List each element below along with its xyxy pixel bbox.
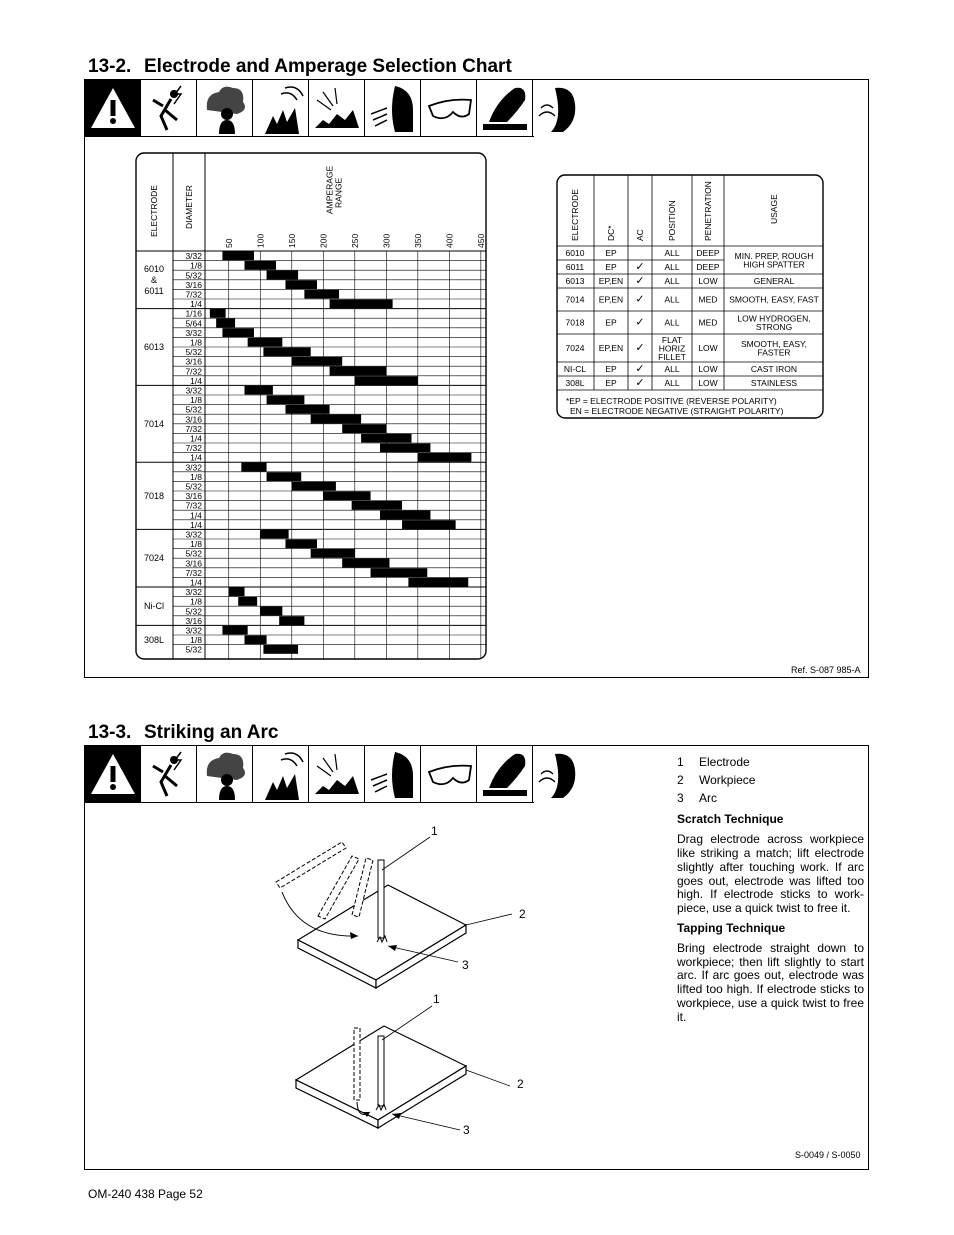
legend-number: 1 (677, 755, 684, 769)
diameter-label: 5/32 (185, 548, 202, 559)
usage-cell: LOW (698, 276, 718, 286)
amperage-range-bar (371, 568, 428, 577)
usage-cell: ✓ (635, 316, 645, 329)
callout-electrode: 1 (433, 992, 440, 1006)
amperage-range-bar (330, 367, 387, 376)
usage-cell: EP (605, 262, 617, 272)
amperage-range-bar (267, 472, 302, 481)
amperage-range-bar (222, 328, 254, 337)
usage-cell: NI-CL (563, 364, 587, 374)
legend-label: Electrode (699, 755, 750, 769)
amperage-range-bar (352, 501, 402, 510)
amperage-header-line1: AMPERAGE (324, 165, 335, 214)
usage-cell: LOW (698, 364, 718, 374)
usage-cell: ✓ (635, 275, 645, 287)
electrode-group-label: 7014 (143, 418, 165, 429)
usage-cell: STRONG (755, 321, 793, 332)
scratch-technique-heading: Scratch Technique (677, 812, 784, 827)
warning-icon (85, 746, 141, 802)
diameter-label: 1/8 (190, 635, 202, 646)
amperage-range-bar (361, 434, 411, 443)
usage-cell: MED (698, 294, 718, 305)
tick-label: 150 (286, 233, 297, 248)
legend-number: 3 (677, 790, 684, 805)
diameter-label: 3/32 (185, 587, 202, 598)
diameter-label: 7/32 (185, 443, 202, 454)
usage-table-header: ELECTRODE (570, 189, 580, 241)
amperage-range-bar (342, 424, 386, 433)
hot-parts-icon (477, 746, 533, 802)
tick-label: 100 (255, 233, 266, 248)
amperage-range-bar (311, 415, 361, 424)
arc-rays-icon (253, 80, 309, 136)
usage-cell: SMOOTH, EASY, FAST (729, 294, 819, 305)
diameter-label: 3/32 (185, 529, 202, 540)
usage-cell: GENERAL (753, 276, 795, 286)
usage-cell: EP (605, 378, 617, 388)
diameter-label: 1/8 (190, 471, 202, 482)
usage-cell: ALL (664, 294, 680, 305)
welding-helmet-icon (365, 746, 421, 802)
amperage-range-bar (311, 549, 355, 558)
usage-cell: ALL (664, 262, 680, 272)
usage-cell: SMOOTH, EASY, (741, 338, 807, 349)
electrode-group-label: Ni-Cl (144, 601, 164, 612)
diameter-label: 3/32 (185, 327, 202, 338)
diameter-label: 7/32 (185, 500, 202, 511)
amperage-range-bar (267, 271, 299, 280)
usage-cell: 6011 (565, 262, 585, 272)
usage-table-frame (556, 174, 824, 419)
electrode-group-label: & (150, 274, 158, 285)
reference-number: S-0049 / S-0050 (795, 1150, 861, 1160)
amperage-range-bar (263, 347, 310, 356)
diameter-label: 7/32 (185, 289, 202, 300)
section-13-2-title (88, 56, 512, 78)
safety-glasses-icon (421, 746, 477, 802)
amperage-range-bar (260, 530, 288, 539)
amperage-range-bar (216, 319, 235, 328)
usage-cell: HORIZ (658, 343, 686, 354)
amperage-range-bar (260, 607, 282, 616)
diameter-label: 3/32 (185, 462, 202, 473)
usage-cell: ✓ (635, 261, 645, 273)
noise-icon (533, 80, 589, 136)
usage-cell: ALL (664, 364, 680, 374)
amperage-range-bar (408, 578, 468, 587)
diameter-label: 1/8 (190, 260, 202, 271)
usage-cell: 6010 (565, 248, 585, 258)
amperage-range-bar (355, 376, 418, 385)
usage-table-header: DC* (606, 225, 616, 241)
amperage-chart (135, 152, 487, 660)
amperage-range-bar (285, 405, 329, 414)
amperage-range-bar (245, 261, 277, 270)
callout-arc: 3 (463, 1123, 470, 1137)
noise-icon (533, 746, 589, 802)
diameter-label: 1/16 (185, 308, 202, 319)
electrode-group-label: 7024 (143, 553, 165, 564)
tapping-technique-illustration (270, 990, 530, 1140)
usage-cell: ALL (664, 276, 680, 286)
amperage-range-bar (248, 338, 283, 347)
electrode-column-header: ELECTRODE (149, 185, 159, 237)
tapping-technique-heading: Tapping Technique (677, 920, 786, 935)
amperage-range-bar (323, 491, 370, 500)
usage-cell: HIGH SPATTER (743, 259, 805, 270)
diameter-label: 1/4 (190, 577, 202, 588)
usage-cell: EP (605, 364, 617, 374)
usage-cell: LOW (698, 378, 718, 388)
section-title: Striking an Arc (144, 722, 279, 743)
usage-cell: MIN. PREP, ROUGH (734, 250, 814, 261)
tick-label: 250 (349, 233, 360, 248)
usage-header: USAGE (769, 194, 779, 224)
tick-label: 400 (444, 233, 455, 248)
usage-cell: 7018 (565, 317, 585, 328)
usage-cell: EP,EN (598, 276, 624, 286)
diameter-label: 3/16 (185, 279, 202, 290)
usage-cell: DEEP (696, 262, 720, 272)
usage-cell: ALL (664, 317, 680, 328)
legend-item (677, 792, 864, 806)
amperage-header-line2: RANGE (333, 177, 344, 208)
hot-parts-icon (477, 80, 533, 136)
welding-helmet-icon (365, 80, 421, 136)
legend-number: 2 (677, 772, 684, 787)
electrode-group-label: 6010 (143, 263, 165, 274)
amperage-range-bar (263, 645, 298, 654)
legend-item (677, 756, 864, 770)
reference-number: Ref. S-087 985-A (791, 665, 861, 675)
diameter-label: 5/32 (185, 404, 202, 415)
usage-cell: 7024 (565, 343, 585, 353)
electrode-group-label: 6011 (144, 285, 164, 296)
amperage-range-bar (380, 511, 430, 520)
amperage-range-bar (402, 520, 456, 529)
amperage-range-bar (279, 616, 304, 625)
usage-cell: 308L (565, 378, 585, 388)
amperage-range-bar (245, 386, 273, 395)
diameter-label: 1/8 (190, 539, 202, 550)
tick-label: 450 (475, 233, 486, 248)
usage-cell: ALL (664, 248, 680, 258)
amperage-range-bar (241, 463, 266, 472)
amperage-range-bar (238, 597, 257, 606)
amperage-range-bar (210, 309, 226, 318)
diameter-label: 5/32 (185, 606, 202, 617)
diameter-label: 1/8 (190, 337, 202, 348)
usage-cell: EP,EN (598, 294, 624, 305)
diameter-label: 3/16 (185, 558, 202, 569)
scratch-technique-text: Drag electrode across workpiece like striking a match; lift electrode slightly after touching work. If arc goes out, electrode was lifted too high. If electrode sticks to work-piece, use a quick twist to free it. (677, 832, 864, 916)
amperage-range-bar (245, 635, 267, 644)
page-footer: OM-240 438 Page 52 (88, 1187, 203, 1201)
arc-instructions (677, 756, 864, 1025)
diameter-label: 3/32 (185, 385, 202, 396)
usage-cell: FLAT (661, 335, 683, 345)
tick-label: 350 (412, 233, 423, 248)
arc-rays-icon (253, 746, 309, 802)
usage-cell: FASTER (757, 347, 791, 358)
amperage-range-bar (285, 539, 317, 548)
diameter-label: 5/32 (185, 644, 202, 655)
diameter-label: 1/4 (190, 433, 202, 444)
diameter-label: 3/16 (185, 356, 202, 367)
legend-item (677, 774, 864, 788)
amperage-range-bar (267, 395, 305, 404)
usage-cell: ✓ (635, 363, 645, 375)
amperage-range-bar (285, 280, 317, 289)
amperage-range-bar (342, 559, 389, 568)
electrode-group-label: 7018 (143, 490, 165, 501)
diameter-label: 3/16 (185, 615, 202, 626)
usage-cell: MED (698, 317, 718, 328)
usage-cell: DEEP (696, 248, 720, 258)
diameter-label: 1/4 (190, 375, 202, 386)
amperage-range-bar (418, 453, 472, 462)
amperage-range-bar (222, 251, 254, 260)
callout-arc: 3 (462, 958, 469, 972)
electrode-group-label: 308L (143, 634, 165, 645)
usage-cell: ALL (664, 378, 680, 388)
diameter-label: 5/32 (185, 270, 202, 281)
diameter-label: 3/16 (185, 414, 202, 425)
fire-sparks-icon (309, 746, 365, 802)
amperage-range-bar (292, 357, 342, 366)
tapping-technique-text: Bring electrode straight down to workpiece; then lift slightly to start arc. If arc goes out, electrode was lifted too high. If electrode sticks to workpiece, use a quick twist to free it. (677, 940, 864, 1024)
usage-table-header: PENETRATION (703, 181, 713, 241)
amperage-range-bar (330, 299, 393, 308)
fire-sparks-icon (309, 80, 365, 136)
diameter-column-header: DIAMETER (184, 185, 194, 229)
diameter-label: 3/32 (185, 251, 202, 262)
diameter-label: 5/32 (185, 347, 202, 358)
usage-cell: 7014 (565, 294, 585, 305)
usage-cell: EP,EN (598, 343, 624, 353)
diameter-label: 1/8 (190, 596, 202, 607)
warning-icon (85, 80, 141, 136)
tick-label: 200 (318, 233, 329, 248)
electric-shock-icon (141, 80, 197, 136)
hazard-icons-bar (84, 79, 534, 137)
footnote-ep: *EP = ELECTRODE POSITIVE (REVERSE POLARITY) (566, 396, 777, 406)
usage-cell: EP (605, 248, 617, 258)
diameter-label: 3/32 (185, 625, 202, 636)
tick-label: 50 (223, 238, 234, 248)
legend-label: Workpiece (699, 772, 756, 787)
usage-cell: LOW (698, 343, 718, 353)
amperage-range-bar (292, 482, 336, 491)
callout-workpiece: 2 (517, 1077, 524, 1091)
amperage-range-bar (222, 626, 247, 635)
callout-workpiece: 2 (519, 907, 526, 921)
legend-label: Arc (699, 790, 717, 805)
usage-table-header: AC (635, 229, 645, 241)
callout-electrode: 1 (431, 824, 438, 838)
electric-shock-icon (141, 746, 197, 802)
section-number: 13-2. (88, 56, 132, 77)
diameter-label: 1/4 (190, 519, 202, 530)
section-13-3-title (88, 722, 278, 744)
usage-table-header: POSITION (667, 200, 677, 241)
fumes-icon (197, 80, 253, 136)
usage-cell: LOW HYDROGEN, (737, 313, 811, 324)
diameter-label: 1/8 (190, 395, 202, 406)
section-number: 13-3. (88, 722, 132, 743)
scratch-technique-illustration (270, 820, 530, 990)
diameter-label: 1/4 (190, 299, 202, 310)
usage-cell: 6013 (565, 276, 585, 286)
diameter-label: 5/32 (185, 481, 202, 492)
usage-cell: ✓ (635, 342, 645, 354)
tick-label: 300 (381, 233, 392, 248)
usage-cell: ✓ (635, 293, 645, 306)
amperage-range-bar (380, 443, 430, 452)
usage-cell: STAINLESS (750, 378, 798, 388)
amperage-range-bar (229, 587, 245, 596)
diameter-label: 7/32 (185, 366, 202, 377)
fumes-icon (197, 746, 253, 802)
footnote-en: EN = ELECTRODE NEGATIVE (STRAIGHT POLARITY) (570, 406, 784, 416)
diameter-label: 7/32 (185, 423, 202, 434)
section-title: Electrode and Amperage Selection Chart (144, 56, 512, 77)
usage-cell: ✓ (635, 377, 645, 389)
safety-glasses-icon (421, 80, 477, 136)
amperage-range-bar (304, 290, 339, 299)
diameter-label: 1/4 (190, 452, 202, 463)
electrode-group-label: 6013 (143, 342, 165, 352)
diameter-label: 3/16 (185, 491, 202, 502)
usage-cell: FILLET (658, 352, 686, 362)
diameter-label: 7/32 (185, 567, 202, 578)
hazard-icons-bar (84, 745, 534, 803)
diameter-label: 5/64 (185, 318, 202, 329)
diameter-label: 1/4 (190, 510, 202, 521)
usage-cell: CAST IRON (750, 364, 798, 374)
usage-cell: EP (605, 317, 617, 328)
